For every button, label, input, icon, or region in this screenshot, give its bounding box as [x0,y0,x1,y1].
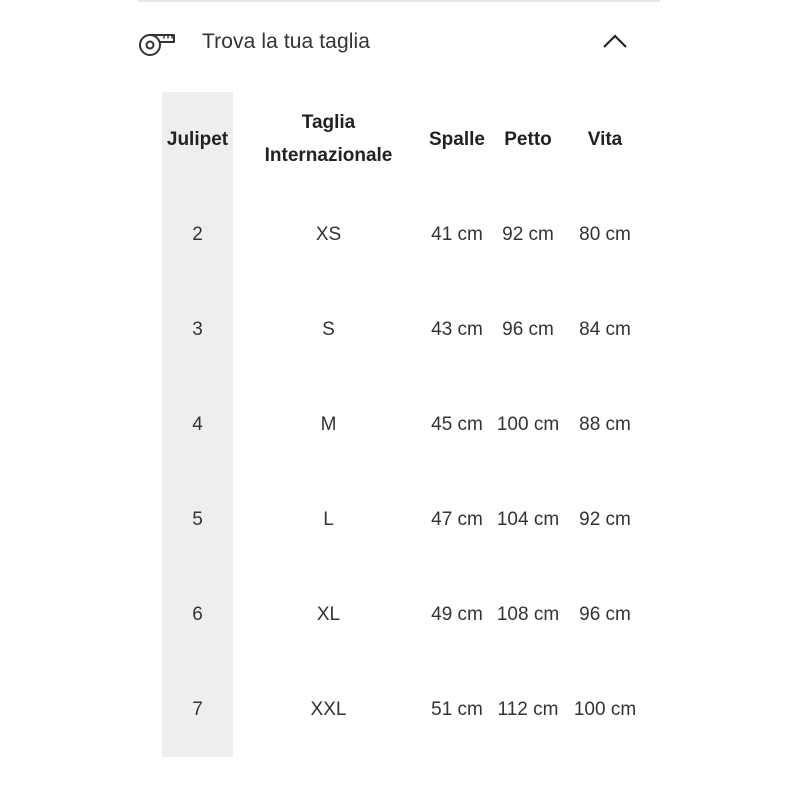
cell-spalle: 51 cm [431,699,483,720]
cell-international-size: XS [315,224,342,245]
cell-spalle: 43 cm [431,319,483,340]
top-divider [138,0,660,2]
header-spalle: Spalle [429,128,485,150]
cell-vita: 80 cm [579,224,631,245]
cell-vita: 100 cm [573,699,637,720]
cell-julipet-size: 6 [192,604,203,625]
header-vita: Vita [587,128,623,150]
cell-international-size: M [320,414,337,435]
table-row [162,282,646,377]
measuring-tape-icon [138,25,178,59]
chevron-up-icon[interactable] [602,31,628,51]
cell-vita: 92 cm [579,509,631,530]
cell-international-size: XL [316,604,341,625]
cell-petto: 104 cm [496,509,560,530]
cell-julipet-size: 4 [192,414,203,435]
cell-international-size: XXL [310,699,347,720]
cell-vita: 96 cm [579,604,631,625]
accordion-title: Trova la tua taglia [202,30,371,53]
cell-petto: 112 cm [497,699,559,720]
cell-petto: 92 cm [502,224,554,245]
table-row [162,472,646,567]
header-taglia-internazionale: Taglia Internazionale [264,112,393,166]
cell-vita: 84 cm [579,319,631,340]
cell-julipet-size: 7 [192,699,203,720]
header-petto: Petto [504,128,552,150]
cell-spalle: 47 cm [431,509,483,530]
cell-vita: 88 cm [579,414,631,435]
cell-spalle: 41 cm [431,224,483,245]
cell-julipet-size: 3 [192,319,203,340]
header-julipet: Julipet [166,128,229,150]
table-row [162,187,646,282]
table-header-row [162,92,646,186]
cell-international-size: L [323,509,334,530]
cell-petto: 96 cm [502,319,554,340]
cell-petto: 100 cm [496,414,560,435]
cell-julipet-size: 2 [192,224,203,245]
cell-spalle: 45 cm [431,414,483,435]
cell-petto: 108 cm [496,604,560,625]
size-guide-accordion-header[interactable] [138,16,660,68]
table-row [162,662,646,757]
cell-international-size: S [322,319,335,340]
table-row [162,567,646,662]
cell-spalle: 49 cm [431,604,483,625]
table-row [162,377,646,472]
cell-julipet-size: 5 [192,509,203,530]
